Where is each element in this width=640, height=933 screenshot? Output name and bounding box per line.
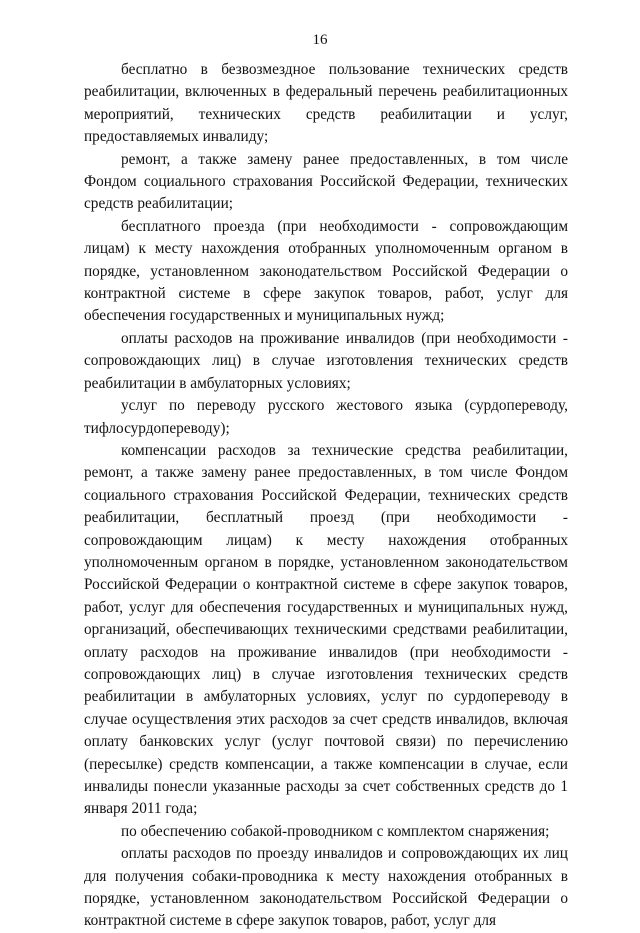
paragraph: ремонт, а также замену ранее предоставленных, в том числе Фондом социального страхования Российской Федерации, технических средств реабилитации;	[84, 150, 568, 213]
page-number: 16	[312, 32, 328, 48]
paragraph: оплаты расходов на проживание инвалидов (при необходимости - сопровождающих лиц) в случае изготовления технических средств реабилитации в амбулаторных условиях;	[84, 329, 568, 392]
paragraph: услуг по переводу русского жестового языка (сурдопереводу, тифлосурдопереводу);	[84, 397, 568, 437]
paragraph: по обеспечению собакой-проводником с комплектом снаряжения;	[121, 822, 550, 840]
document-body	[84, 59, 568, 933]
paragraph: компенсации расходов за технические средства реабилитации, ремонт, а также замену ранее предоставленных, в том числе Фондом социального страхования Российской Федерации, технических средств реабилитации, бесплатный проезд (при необходимости - сопровождающим лицам) к месту нахождения отобранных уполномоченным органом в порядке, установленном законодательством Российской Федерации о контрактной системе в сфере закупок товаров, работ, услуг для обеспечения государственных и муниципальных нужд, организаций, обеспечивающих техническими средствами реабилитации, оплату расходов на проживание инвалидов (при необходимости - сопровождающих лиц) в случае изготовления технических средств реабилитации в амбулаторных условиях, услуг по сурдопереводу в случае осуществления этих расходов за счет средств инвалидов, включая оплату банковских услуг (услуг почтовой связи) по перечислению (пересылке) средств компенсации, а также компенсации в случае, если инвалиды понесли указанные расходы за счет собственных средств до 1 января 2011 года;	[84, 441, 568, 818]
paragraph: бесплатного проезда (при необходимости - сопровождающим лицам) к месту нахождения отобранных уполномоченным органом в порядке, установленном законодательством Российской Федерации о контрактной системе в сфере закупок товаров, работ, услуг для обеспечения государственных и муниципальных нужд;	[84, 217, 568, 325]
paragraph: оплаты расходов по проезду инвалидов и сопровождающих их лиц для получения собаки-проводника к месту нахождения отобранных в порядке, установленном законодательством Российской Федерации о контрактной системе в сфере закупок товаров, работ, услуг для	[84, 845, 568, 930]
paragraph: бесплатно в безвозмездное пользование технических средств реабилитации, включенных в федеральный перечень реабилитационных мероприятий, технических средств реабилитации и услуг, предоставляемых инвалиду;	[84, 61, 568, 146]
